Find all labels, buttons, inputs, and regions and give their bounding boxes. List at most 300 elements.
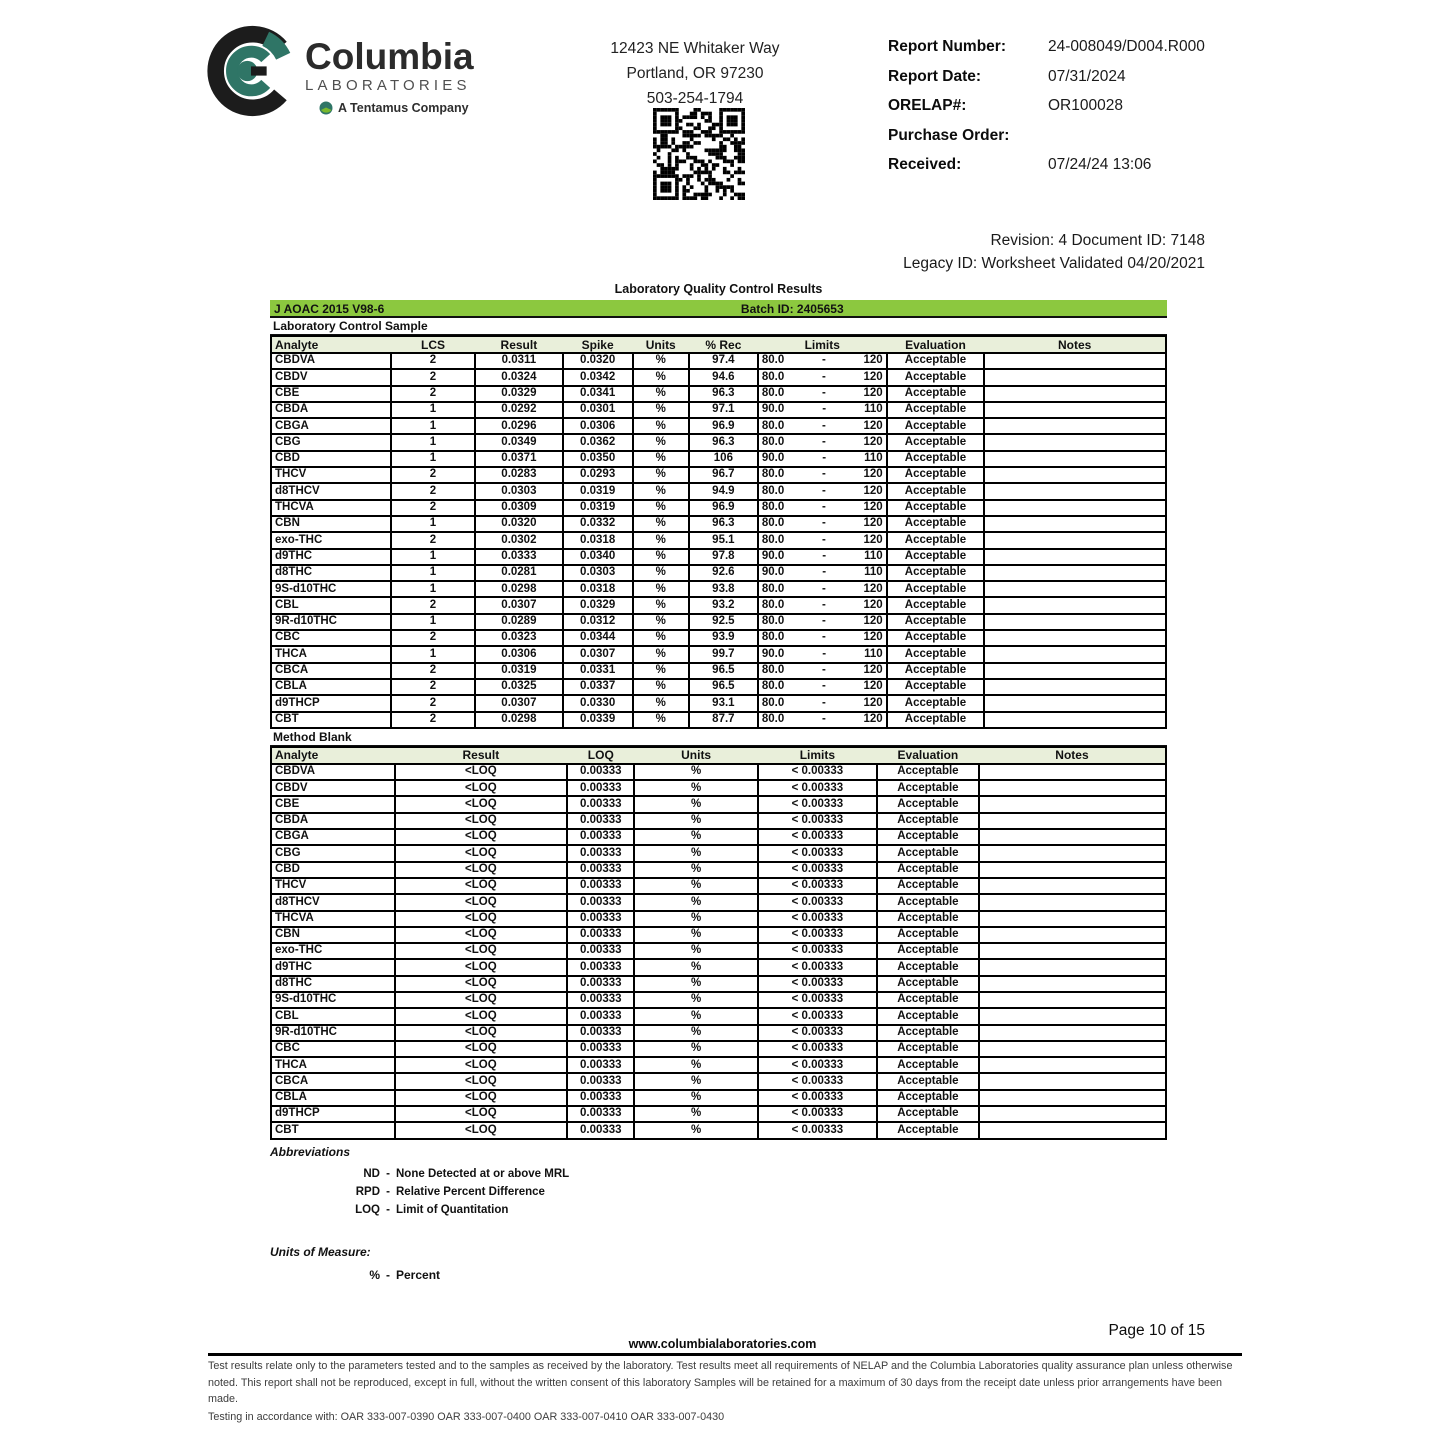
analyte-cell: 9R-d10THC bbox=[271, 1025, 395, 1041]
rec-cell: 96.3 bbox=[689, 386, 758, 402]
table-row bbox=[271, 764, 1166, 780]
revision-info bbox=[860, 230, 1205, 275]
table-row bbox=[271, 1025, 1166, 1041]
units-cell: % bbox=[634, 959, 758, 975]
lcs-cell: 2 bbox=[391, 532, 475, 548]
result-cell: 0.0289 bbox=[475, 614, 563, 630]
loq-cell: 0.00333 bbox=[567, 845, 634, 861]
evaluation-cell: Acceptable bbox=[887, 532, 985, 548]
report-info bbox=[888, 38, 1248, 186]
column-header: Limits bbox=[758, 336, 887, 353]
notes-cell bbox=[979, 943, 1166, 959]
limit-low: 80.0 bbox=[761, 354, 785, 367]
units-cell: % bbox=[634, 911, 758, 927]
limits-cell: < 0.00333 bbox=[758, 943, 877, 959]
notes-cell bbox=[979, 878, 1166, 894]
result-cell: 0.0349 bbox=[475, 434, 563, 450]
rec-cell: 96.5 bbox=[689, 663, 758, 679]
result-cell: 0.0298 bbox=[475, 712, 563, 728]
units-cell: % bbox=[633, 434, 689, 450]
rec-cell: 95.1 bbox=[689, 532, 758, 548]
notes-cell bbox=[984, 434, 1166, 450]
analyte-cell: CBDA bbox=[271, 402, 391, 418]
limit-dash: - bbox=[821, 419, 826, 432]
result-cell: 0.0307 bbox=[475, 597, 563, 613]
limit-dash: - bbox=[822, 549, 827, 562]
lcs-cell: 2 bbox=[391, 483, 475, 499]
evaluation-cell: Acceptable bbox=[887, 565, 985, 581]
table-row bbox=[271, 796, 1166, 812]
abbreviation-key: ND bbox=[363, 1167, 380, 1180]
abbreviation-key: LOQ bbox=[355, 1203, 380, 1216]
analyte-cell: CBD bbox=[271, 451, 391, 467]
spike-cell: 0.0340 bbox=[563, 549, 633, 565]
abbreviations-section bbox=[270, 1145, 1167, 1219]
limits-cell bbox=[758, 451, 887, 467]
notes-cell bbox=[984, 565, 1166, 581]
units-cell: % bbox=[633, 467, 689, 483]
analyte-cell: CBE bbox=[271, 386, 391, 402]
units-cell: % bbox=[633, 418, 689, 434]
result-cell: 0.0302 bbox=[475, 532, 563, 548]
limit-dash: - bbox=[821, 680, 826, 693]
result-cell: <LOQ bbox=[395, 1073, 568, 1089]
evaluation-cell: Acceptable bbox=[887, 695, 985, 711]
column-header: Units bbox=[634, 747, 758, 764]
analyte-cell: THCA bbox=[271, 646, 391, 662]
limits-cell bbox=[758, 402, 887, 418]
limit-high: 120 bbox=[863, 696, 883, 709]
evaluation-cell: Acceptable bbox=[877, 1041, 979, 1057]
spike-cell: 0.0319 bbox=[563, 500, 633, 516]
rec-cell: 99.7 bbox=[689, 646, 758, 662]
limit-dash: - bbox=[821, 533, 826, 546]
tentamus-tagline bbox=[319, 101, 474, 115]
limit-dash: - bbox=[821, 696, 826, 709]
units-cell: % bbox=[633, 451, 689, 467]
rec-cell: 87.7 bbox=[689, 712, 758, 728]
analyte-cell: CBN bbox=[271, 927, 395, 943]
footer-disclaimer bbox=[208, 1358, 1240, 1426]
table-row bbox=[271, 451, 1166, 467]
limit-high: 120 bbox=[863, 370, 883, 383]
limits-cell: < 0.00333 bbox=[758, 862, 877, 878]
result-cell: 0.0283 bbox=[475, 467, 563, 483]
rec-cell: 96.3 bbox=[689, 434, 758, 450]
abbreviation-dash: - bbox=[386, 1185, 390, 1198]
website-link[interactable]: www.columbialaboratories.com bbox=[628, 1337, 817, 1351]
report-field-value: 24-008049/D004.R000 bbox=[1048, 38, 1205, 55]
limits-cell: < 0.00333 bbox=[758, 1073, 877, 1089]
spike-cell: 0.0342 bbox=[563, 369, 633, 385]
result-cell: <LOQ bbox=[395, 911, 568, 927]
analyte-cell: CBL bbox=[271, 597, 391, 613]
mb-section-label: Method Blank bbox=[270, 729, 1167, 746]
units-cell: % bbox=[634, 796, 758, 812]
table-row bbox=[271, 630, 1166, 646]
limits-cell bbox=[758, 369, 887, 385]
limit-dash: - bbox=[822, 566, 827, 579]
columbia-logo-icon bbox=[205, 25, 297, 117]
lcs-cell: 1 bbox=[391, 565, 475, 581]
report-field bbox=[888, 97, 1248, 127]
units-cell: % bbox=[633, 646, 689, 662]
analyte-cell: d9THC bbox=[271, 549, 391, 565]
evaluation-cell: Acceptable bbox=[887, 386, 985, 402]
lcs-section-label: Laboratory Control Sample bbox=[270, 318, 1167, 335]
spike-cell: 0.0319 bbox=[563, 483, 633, 499]
notes-cell bbox=[979, 1057, 1166, 1073]
evaluation-cell: Acceptable bbox=[887, 418, 985, 434]
notes-cell bbox=[984, 516, 1166, 532]
analyte-cell: THCVA bbox=[271, 500, 391, 516]
mb-header-row bbox=[271, 747, 1166, 764]
notes-cell bbox=[984, 581, 1166, 597]
report-field-label: Report Number: bbox=[888, 38, 1006, 55]
notes-cell bbox=[979, 813, 1166, 829]
table-row bbox=[271, 780, 1166, 796]
batch-id: Batch ID: 2405653 bbox=[740, 302, 844, 316]
limit-low: 80.0 bbox=[761, 582, 785, 595]
limits-cell: < 0.00333 bbox=[758, 1090, 877, 1106]
evaluation-cell: Acceptable bbox=[887, 500, 985, 516]
evaluation-cell: Acceptable bbox=[887, 630, 985, 646]
abbreviation-key: RPD bbox=[355, 1185, 380, 1198]
table-row bbox=[271, 532, 1166, 548]
limits-cell bbox=[758, 467, 887, 483]
evaluation-cell: Acceptable bbox=[877, 911, 979, 927]
units-cell: % bbox=[634, 992, 758, 1008]
limit-dash: - bbox=[821, 712, 826, 725]
result-cell: 0.0307 bbox=[475, 695, 563, 711]
analyte-cell: CBT bbox=[271, 712, 391, 728]
rec-cell: 97.4 bbox=[689, 353, 758, 369]
notes-cell bbox=[984, 679, 1166, 695]
abbreviation-dash: - bbox=[386, 1167, 390, 1180]
table-row bbox=[271, 386, 1166, 402]
evaluation-cell: Acceptable bbox=[887, 614, 985, 630]
limit-low: 80.0 bbox=[761, 533, 785, 546]
result-cell: 0.0320 bbox=[475, 516, 563, 532]
qc-results-section bbox=[270, 282, 1167, 1284]
limits-cell: < 0.00333 bbox=[758, 911, 877, 927]
table-row bbox=[271, 845, 1166, 861]
units-cell: % bbox=[633, 402, 689, 418]
limits-cell: < 0.00333 bbox=[758, 813, 877, 829]
units-cell: % bbox=[633, 630, 689, 646]
limits-cell bbox=[758, 614, 887, 630]
table-row bbox=[271, 1073, 1166, 1089]
analyte-cell: d9THCP bbox=[271, 695, 391, 711]
result-cell: <LOQ bbox=[395, 959, 568, 975]
analyte-cell: CBDV bbox=[271, 369, 391, 385]
limits-cell: < 0.00333 bbox=[758, 829, 877, 845]
table-row bbox=[271, 992, 1166, 1008]
units-cell: % bbox=[634, 829, 758, 845]
analyte-cell: CBGA bbox=[271, 829, 395, 845]
abbreviation-item bbox=[270, 1201, 1167, 1219]
lcs-cell: 2 bbox=[391, 353, 475, 369]
table-row bbox=[271, 353, 1166, 369]
analyte-cell: CBDVA bbox=[271, 764, 395, 780]
abbreviation-dash: - bbox=[386, 1203, 390, 1216]
result-cell: <LOQ bbox=[395, 878, 568, 894]
table-row bbox=[271, 695, 1166, 711]
column-header: Notes bbox=[984, 336, 1166, 353]
notes-cell bbox=[984, 402, 1166, 418]
result-cell: <LOQ bbox=[395, 1122, 568, 1138]
table-row bbox=[271, 943, 1166, 959]
lcs-cell: 2 bbox=[391, 663, 475, 679]
notes-cell bbox=[979, 1025, 1166, 1041]
units-cell: % bbox=[634, 862, 758, 878]
notes-cell bbox=[979, 796, 1166, 812]
notes-cell bbox=[984, 614, 1166, 630]
limits-cell: < 0.00333 bbox=[758, 1106, 877, 1122]
limit-dash: - bbox=[821, 484, 826, 497]
report-field bbox=[888, 68, 1248, 98]
limit-low: 80.0 bbox=[761, 484, 785, 497]
evaluation-cell: Acceptable bbox=[877, 927, 979, 943]
loq-cell: 0.00333 bbox=[567, 764, 634, 780]
limit-high: 120 bbox=[863, 631, 883, 644]
abbreviation-text: None Detected at or above MRL bbox=[396, 1167, 570, 1180]
analyte-cell: CBC bbox=[271, 630, 391, 646]
notes-cell bbox=[984, 712, 1166, 728]
units-cell: % bbox=[634, 1008, 758, 1024]
notes-cell bbox=[979, 1073, 1166, 1089]
loq-cell: 0.00333 bbox=[567, 1122, 634, 1138]
units-cell: % bbox=[633, 549, 689, 565]
analyte-cell: d9THC bbox=[271, 959, 395, 975]
result-cell: 0.0296 bbox=[475, 418, 563, 434]
limit-dash: - bbox=[821, 631, 826, 644]
spike-cell: 0.0320 bbox=[563, 353, 633, 369]
rec-cell: 97.8 bbox=[689, 549, 758, 565]
table-row bbox=[271, 894, 1166, 910]
limit-high: 120 bbox=[863, 386, 883, 399]
address-line: Portland, OR 97230 bbox=[626, 65, 764, 82]
limit-low: 80.0 bbox=[761, 712, 785, 725]
limits-cell bbox=[758, 695, 887, 711]
result-cell: 0.0292 bbox=[475, 402, 563, 418]
notes-cell bbox=[979, 911, 1166, 927]
units-cell: % bbox=[634, 845, 758, 861]
loq-cell: 0.00333 bbox=[567, 943, 634, 959]
rec-cell: 93.9 bbox=[689, 630, 758, 646]
notes-cell bbox=[984, 549, 1166, 565]
table-row bbox=[271, 434, 1166, 450]
limits-cell: < 0.00333 bbox=[758, 796, 877, 812]
method-blank-table bbox=[270, 746, 1167, 1140]
limit-dash: - bbox=[821, 354, 826, 367]
evaluation-cell: Acceptable bbox=[877, 796, 979, 812]
analyte-cell: d9THCP bbox=[271, 1106, 395, 1122]
spike-cell: 0.0339 bbox=[563, 712, 633, 728]
lcs-cell: 2 bbox=[391, 679, 475, 695]
result-cell: 0.0298 bbox=[475, 581, 563, 597]
evaluation-cell: Acceptable bbox=[877, 764, 979, 780]
evaluation-cell: Acceptable bbox=[887, 712, 985, 728]
limits-cell bbox=[758, 353, 887, 369]
analyte-cell: d8THCV bbox=[271, 894, 395, 910]
notes-cell bbox=[984, 369, 1166, 385]
notes-cell bbox=[984, 532, 1166, 548]
notes-cell bbox=[984, 646, 1166, 662]
evaluation-cell: Acceptable bbox=[877, 1073, 979, 1089]
abbreviation-item bbox=[270, 1165, 1167, 1183]
units-cell: % bbox=[633, 516, 689, 532]
spike-cell: 0.0337 bbox=[563, 679, 633, 695]
units-of-measure-section bbox=[270, 1245, 1167, 1284]
limit-high: 110 bbox=[864, 549, 883, 562]
result-cell: <LOQ bbox=[395, 1106, 568, 1122]
analyte-cell: CBC bbox=[271, 1041, 395, 1057]
units-cell: % bbox=[633, 532, 689, 548]
rec-cell: 92.6 bbox=[689, 565, 758, 581]
units-cell: % bbox=[633, 597, 689, 613]
analyte-cell: THCV bbox=[271, 467, 391, 483]
table-row bbox=[271, 500, 1166, 516]
evaluation-cell: Acceptable bbox=[877, 813, 979, 829]
limit-low: 80.0 bbox=[761, 615, 785, 628]
notes-cell bbox=[984, 483, 1166, 499]
table-row bbox=[271, 581, 1166, 597]
loq-cell: 0.00333 bbox=[567, 1041, 634, 1057]
units-cell: % bbox=[633, 483, 689, 499]
analyte-cell: CBG bbox=[271, 845, 395, 861]
evaluation-cell: Acceptable bbox=[887, 402, 985, 418]
notes-cell bbox=[984, 597, 1166, 613]
evaluation-cell: Acceptable bbox=[887, 353, 985, 369]
evaluation-cell: Acceptable bbox=[877, 1090, 979, 1106]
limits-cell bbox=[758, 386, 887, 402]
loq-cell: 0.00333 bbox=[567, 894, 634, 910]
loq-cell: 0.00333 bbox=[567, 878, 634, 894]
spike-cell: 0.0306 bbox=[563, 418, 633, 434]
limits-cell bbox=[758, 418, 887, 434]
analyte-cell: 9S-d10THC bbox=[271, 992, 395, 1008]
limit-low: 80.0 bbox=[761, 419, 785, 432]
result-cell: <LOQ bbox=[395, 796, 568, 812]
tentamus-leaf-icon bbox=[319, 101, 333, 115]
evaluation-cell: Acceptable bbox=[887, 679, 985, 695]
notes-cell bbox=[979, 927, 1166, 943]
result-cell: <LOQ bbox=[395, 894, 568, 910]
abbreviation-item bbox=[270, 1183, 1167, 1201]
limits-cell bbox=[758, 646, 887, 662]
lcs-header-row bbox=[271, 336, 1166, 353]
limits-cell: < 0.00333 bbox=[758, 894, 877, 910]
lcs-table bbox=[270, 335, 1167, 729]
limit-high: 120 bbox=[863, 615, 883, 628]
limit-high: 120 bbox=[863, 468, 883, 481]
column-header: Result bbox=[475, 336, 563, 353]
lcs-cell: 2 bbox=[391, 500, 475, 516]
loq-cell: 0.00333 bbox=[567, 796, 634, 812]
spike-cell: 0.0312 bbox=[563, 614, 633, 630]
logo-company-sub: LABORATORIES bbox=[305, 77, 471, 94]
units-cell: % bbox=[634, 878, 758, 894]
rec-cell: 94.6 bbox=[689, 369, 758, 385]
limits-cell: < 0.00333 bbox=[758, 1041, 877, 1057]
spike-cell: 0.0301 bbox=[563, 402, 633, 418]
limit-low: 80.0 bbox=[761, 468, 785, 481]
limit-low: 80.0 bbox=[761, 386, 785, 399]
table-row bbox=[271, 911, 1166, 927]
analyte-cell: THCV bbox=[271, 878, 395, 894]
legacy-id-line: Legacy ID: Worksheet Validated 04/20/2021 bbox=[903, 254, 1205, 272]
analyte-cell: CBDV bbox=[271, 780, 395, 796]
evaluation-cell: Acceptable bbox=[877, 878, 979, 894]
limit-high: 120 bbox=[863, 582, 883, 595]
limit-low: 80.0 bbox=[761, 598, 785, 611]
evaluation-cell: Acceptable bbox=[887, 581, 985, 597]
method-name: J AOAC 2015 V98-6 bbox=[274, 302, 385, 316]
loq-cell: 0.00333 bbox=[567, 911, 634, 927]
footer-divider bbox=[208, 1353, 1242, 1356]
spike-cell: 0.0318 bbox=[563, 532, 633, 548]
company-logo bbox=[205, 25, 474, 117]
limit-low: 80.0 bbox=[761, 664, 785, 677]
method-batch-bar bbox=[270, 300, 1167, 318]
analyte-cell: 9R-d10THC bbox=[271, 614, 391, 630]
limits-cell bbox=[758, 581, 887, 597]
rec-cell: 93.2 bbox=[689, 597, 758, 613]
loq-cell: 0.00333 bbox=[567, 992, 634, 1008]
limits-cell bbox=[758, 679, 887, 695]
limit-dash: - bbox=[821, 517, 826, 530]
report-field-value: 07/31/2024 bbox=[1048, 67, 1126, 85]
units-cell: % bbox=[634, 1090, 758, 1106]
table-row bbox=[271, 712, 1166, 728]
evaluation-cell: Acceptable bbox=[877, 829, 979, 845]
spike-cell: 0.0350 bbox=[563, 451, 633, 467]
units-cell: % bbox=[633, 386, 689, 402]
limits-cell bbox=[758, 663, 887, 679]
loq-cell: 0.00333 bbox=[567, 1090, 634, 1106]
rec-cell: 96.7 bbox=[689, 467, 758, 483]
limits-cell: < 0.00333 bbox=[758, 992, 877, 1008]
analyte-cell: d8THCV bbox=[271, 483, 391, 499]
report-field bbox=[888, 156, 1248, 186]
table-row bbox=[271, 516, 1166, 532]
column-header: Analyte bbox=[271, 336, 391, 353]
result-cell: <LOQ bbox=[395, 862, 568, 878]
report-field-label: Purchase Order: bbox=[888, 126, 1010, 144]
spike-cell: 0.0341 bbox=[563, 386, 633, 402]
loq-cell: 0.00333 bbox=[567, 1073, 634, 1089]
table-row bbox=[271, 813, 1166, 829]
evaluation-cell: Acceptable bbox=[877, 1025, 979, 1041]
table-row bbox=[271, 878, 1166, 894]
spike-cell: 0.0362 bbox=[563, 434, 633, 450]
limits-cell bbox=[758, 565, 887, 581]
limit-high: 120 bbox=[863, 712, 883, 725]
evaluation-cell: Acceptable bbox=[877, 1057, 979, 1073]
lcs-cell: 1 bbox=[391, 418, 475, 434]
unit-text: Percent bbox=[396, 1267, 441, 1282]
analyte-cell: CBDVA bbox=[271, 353, 391, 369]
notes-cell bbox=[979, 1090, 1166, 1106]
limit-dash: - bbox=[822, 452, 827, 465]
limits-cell: < 0.00333 bbox=[758, 1122, 877, 1138]
units-cell: % bbox=[634, 894, 758, 910]
analyte-cell: 9S-d10THC bbox=[271, 581, 391, 597]
spike-cell: 0.0307 bbox=[563, 646, 633, 662]
analyte-cell: CBE bbox=[271, 796, 395, 812]
result-cell: <LOQ bbox=[395, 1090, 568, 1106]
